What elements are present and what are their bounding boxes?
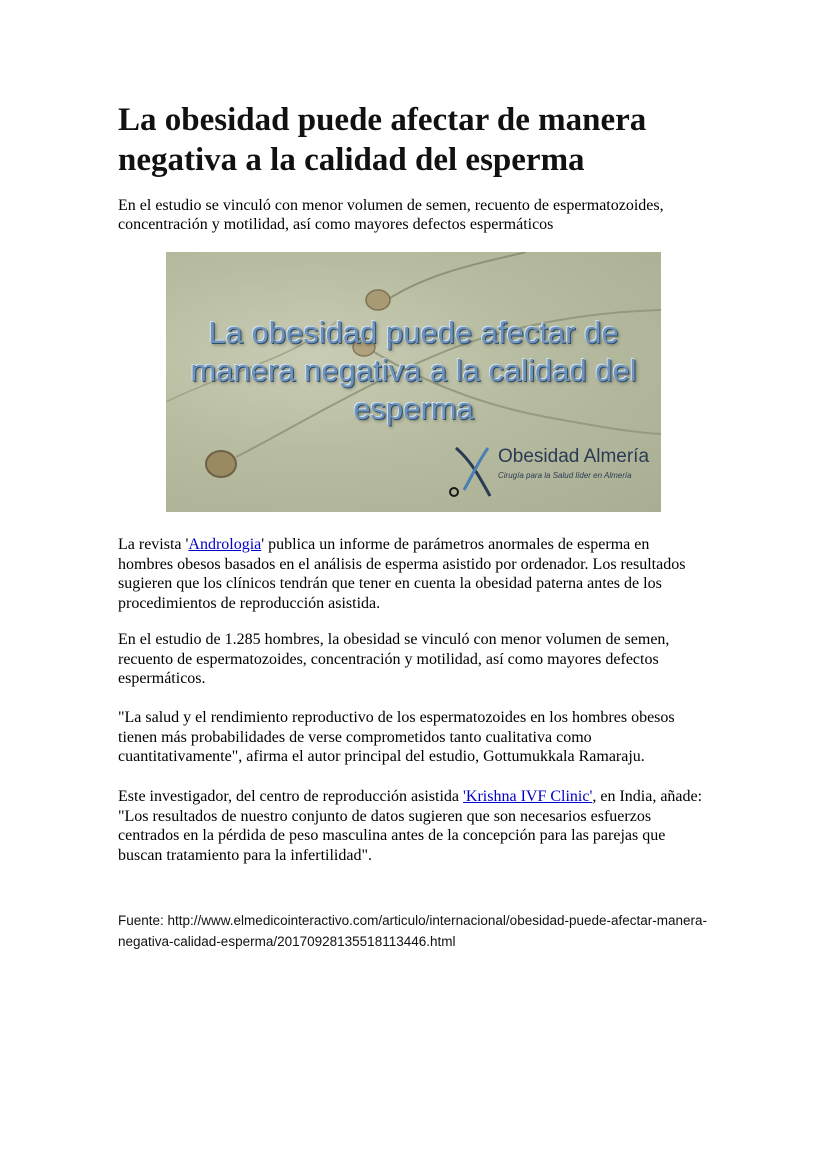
p1-text-after: ' publica un informe de parámetros anormales de esperma en hombres obesos basados en el análisis de esperma asistido por ordenador. Los resultados sugieren que los clínicos tendrán que tener en cuenta la obesidad paterna antes de los procedimientos de reproducción asistida. — [118, 536, 686, 612]
paragraph-1 — [118, 535, 708, 613]
hero-overlay-text: La obesidad puede afectar de manera negativa a la calidad del esperma — [190, 315, 637, 426]
andrologia-link[interactable]: Andrologia — [188, 536, 262, 553]
logo-tagline: Cirugía para la Salud líder en Almería — [498, 471, 632, 480]
logo-name: Obesidad Almería — [498, 446, 650, 467]
p4-text-before: Este investigador, del centro de reproducción asistida — [118, 788, 464, 805]
logo-mark-icon — [448, 440, 498, 500]
article-subtitle: En el estudio se vinculó con menor volumen de semen, recuento de espermatozoides, concentración y motilidad, así como mayores defectos espermáticos — [118, 197, 664, 233]
source-citation: Fuente: http://www.elmedicointeractivo.com/articulo/internacional/obesidad-puede-afectar-manera-negativa-calidad-esperma/20170928135518113446.html — [118, 913, 708, 949]
paragraph-3: "La salud y el rendimiento reproductivo de los espermatozoides en los hombres obesos tienen más probabilidades de verse comprometidos tanto cualitativa como cuantitativamente", afirma el autor principal del estudio, Gottumukkala Ramaraju. — [118, 709, 675, 765]
article-title: La obesidad puede afectar de manera negativa a la calidad del esperma — [118, 102, 647, 178]
obesidad-almeria-logo — [448, 440, 658, 500]
hero-image — [166, 252, 661, 512]
p1-text-before: La revista ' — [118, 536, 189, 553]
krishna-ivf-clinic-link[interactable]: 'Krishna IVF Clinic' — [463, 788, 593, 805]
paragraph-4 — [118, 787, 708, 865]
p4-text-after: , en India, añade: "Los resultados de nuestro conjunto de datos sugieren que son necesarios esfuerzos centrados en la pérdida de peso masculina antes de la concepción para las parejas que buscan tratamiento para la infertilidad". — [118, 788, 703, 864]
paragraph-2: En el estudio de 1.285 hombres, la obesidad se vinculó con menor volumen de semen, recuento de espermatozoides, concentración y motilidad, así como mayores defectos espermáticos. — [118, 631, 670, 687]
